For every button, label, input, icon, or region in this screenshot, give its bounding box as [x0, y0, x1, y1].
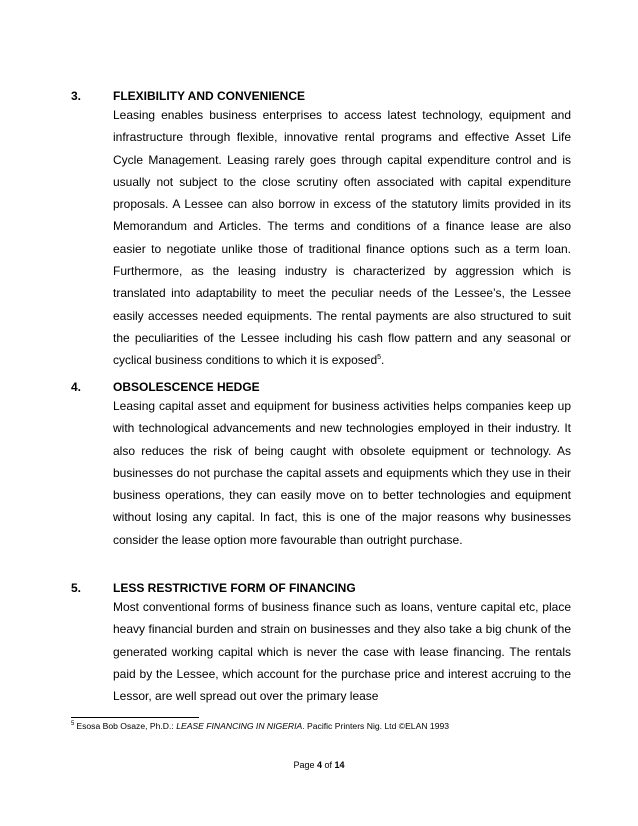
footnote-publisher: . Pacific Printers Nig. Ltd ©ELAN 1993 [302, 721, 450, 731]
page-of: of [324, 760, 333, 770]
footnote-divider [71, 717, 199, 718]
section-number: 4. [71, 380, 82, 394]
section-body [113, 104, 571, 372]
section-body: Leasing capital asset and equipment for business activities helps companies keep up with technological advancements and new technologies employed in their industry. It also reduces the risk of being caught with obsolete equipment or technology. As businesses do not purchase the capital assets and equipments which they use in their business operations, they can easily move on to better technologies and equipment without losing any capital. In fact, this is one of the major reasons why businesses consider the lease option more favourable than outright purchase. [113, 399, 571, 547]
page-label: Page [293, 760, 315, 770]
footnote-marker: 5 [71, 721, 75, 728]
section-text: Leasing enables business enterprises to access latest technology, equipment and infrastructure through flexible, innovative rental programs and effective Asset Life Cycle Management. Leasing rarely goes through capital expenditure control and is usually not subject to the close scrutiny often associated with capital expenditure proposals. A Lessee can also borrow in excess of the statutory limits provided in its Memorandum and Articles. The terms and conditions of a finance lease are also easier to negotiate unlike those of traditional finance options such as a term loan. Furthermore, as the leasing industry is characterized by aggression which is translated into adaptability to meet the peculiar needs of the Lessee’s, the Lessee easily accesses needed equipments. The rental payments are also structured to suit the peculiarities of the Lessee including his cash flow pattern and any seasonal or cyclical business conditions to which it is exposed [113, 108, 571, 368]
section-heading: FLEXIBILITY AND CONVENIENCE [113, 89, 306, 103]
section-number: 5. [71, 581, 82, 595]
page-total: 14 [334, 760, 345, 770]
sentence-end: . [381, 353, 385, 368]
section-body: Most conventional forms of business finance such as loans, venture capital etc, place heavy financial burden and strain on businesses and they also take a big chunk of the generated working capital which is never the case with lease financing. The rentals paid by the Lessee, which account for the purchase price and interest accruing to the Lessor, are well spread out over the primary lease [113, 600, 571, 704]
footnote [71, 721, 449, 731]
page-current: 4 [316, 760, 322, 770]
footnote-title: LEASE FINANCING IN NIGERIA [176, 721, 303, 731]
footnote-author: Esosa Bob Osaze, Ph.D.: [76, 721, 177, 731]
section-heading: OBSOLESCENCE HEDGE [113, 380, 260, 394]
section-heading: LESS RESTRICTIVE FORM OF FINANCING [113, 581, 356, 595]
page-number [0, 760, 638, 770]
footnote-reference[interactable]: 5 [377, 354, 382, 362]
section-number: 3. [71, 89, 82, 103]
